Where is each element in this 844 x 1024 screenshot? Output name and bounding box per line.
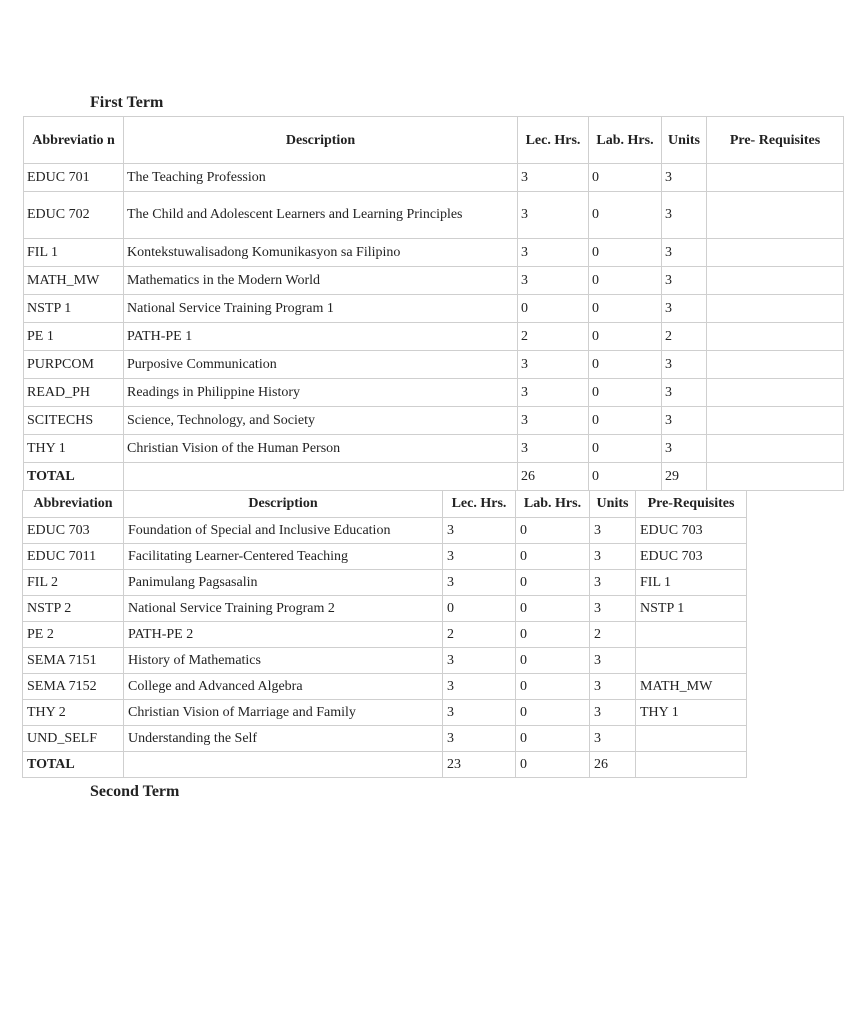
lab-hrs-cell: 0 [589,295,662,323]
units-cell: 3 [590,596,636,622]
header-lec-hrs: Lec. Hrs. [443,491,516,518]
table-row [23,544,747,570]
units-cell: 3 [662,379,707,407]
prerequisites-cell: THY 1 [636,700,747,726]
lec-hrs-cell: 3 [443,544,516,570]
lec-hrs-cell: 2 [443,622,516,648]
abbreviation-cell: NSTP 2 [23,596,124,622]
total-lab-hrs: 0 [589,463,662,491]
prerequisites-cell [636,752,747,778]
description-cell [124,752,443,778]
prerequisites-cell: EDUC 703 [636,544,747,570]
units-cell: 3 [662,267,707,295]
description-cell: PATH-PE 1 [124,323,518,351]
prerequisites-cell [707,267,844,295]
lec-hrs-cell: 3 [518,164,589,192]
total-row [24,463,844,491]
prerequisites-cell [707,192,844,239]
second-term-table-container [22,490,746,778]
header-prerequisites: Pre- Requisites [707,117,844,164]
lab-hrs-cell: 0 [516,622,590,648]
units-cell: 3 [662,351,707,379]
lab-hrs-cell: 0 [589,267,662,295]
description-cell: Understanding the Self [124,726,443,752]
prerequisites-cell [707,239,844,267]
first-term-table [23,116,844,491]
description-cell: Mathematics in the Modern World [124,267,518,295]
header-description: Description [124,117,518,164]
lab-hrs-cell: 0 [516,700,590,726]
table-row [24,407,844,435]
description-cell: Kontekstuwalisadong Komunikasyon sa Filipino [124,239,518,267]
total-row [23,752,747,778]
prerequisites-cell: MATH_MW [636,674,747,700]
description-cell: National Service Training Program 1 [124,295,518,323]
total-lec-hrs: 26 [518,463,589,491]
table-header-row [23,491,747,518]
lec-hrs-cell: 3 [518,435,589,463]
second-term-table [22,490,747,778]
description-cell [124,463,518,491]
units-cell: 3 [662,192,707,239]
units-cell: 3 [662,164,707,192]
description-cell: The Teaching Profession [124,164,518,192]
table-row [24,323,844,351]
total-lec-hrs: 23 [443,752,516,778]
lec-hrs-cell: 3 [518,351,589,379]
units-cell: 3 [590,544,636,570]
prerequisites-cell [707,379,844,407]
lec-hrs-cell: 0 [518,295,589,323]
lab-hrs-cell: 0 [589,435,662,463]
table-row [24,164,844,192]
units-cell: 3 [590,518,636,544]
lab-hrs-cell: 0 [589,239,662,267]
description-cell: Christian Vision of Marriage and Family [124,700,443,726]
lec-hrs-cell: 2 [518,323,589,351]
table-row [23,570,747,596]
first-term-table-container [23,116,821,490]
table-row [23,700,747,726]
prerequisites-cell [707,164,844,192]
header-abbreviation: Abbreviation [23,491,124,518]
description-cell: College and Advanced Algebra [124,674,443,700]
lec-hrs-cell: 3 [518,407,589,435]
header-lab-hrs: Lab. Hrs. [589,117,662,164]
units-cell: 3 [662,295,707,323]
lab-hrs-cell: 0 [516,674,590,700]
units-cell: 3 [590,726,636,752]
abbreviation-cell: EDUC 703 [23,518,124,544]
lec-hrs-cell: 3 [443,518,516,544]
lab-hrs-cell: 0 [589,192,662,239]
lec-hrs-cell: 3 [443,726,516,752]
table-row [23,518,747,544]
lab-hrs-cell: 0 [516,648,590,674]
table-row [24,435,844,463]
abbreviation-cell: FIL 1 [24,239,124,267]
units-cell: 3 [662,435,707,463]
lec-hrs-cell: 3 [518,192,589,239]
total-label: TOTAL [24,463,124,491]
units-cell: 2 [590,622,636,648]
description-cell: Science, Technology, and Society [124,407,518,435]
prerequisites-cell [636,726,747,752]
lec-hrs-cell: 3 [443,648,516,674]
second-term-title: Second Term [90,783,180,800]
units-cell: 3 [590,674,636,700]
lab-hrs-cell: 0 [589,379,662,407]
total-label: TOTAL [23,752,124,778]
lec-hrs-cell: 3 [518,267,589,295]
prerequisites-cell [707,435,844,463]
units-cell: 3 [590,570,636,596]
description-cell: History of Mathematics [124,648,443,674]
abbreviation-cell: SEMA 7151 [23,648,124,674]
prerequisites-cell [707,323,844,351]
total-units: 29 [662,463,707,491]
abbreviation-cell: PE 1 [24,323,124,351]
abbreviation-cell: THY 2 [23,700,124,726]
table-row [23,596,747,622]
description-cell: Panimulang Pagsasalin [124,570,443,596]
lab-hrs-cell: 0 [516,570,590,596]
lab-hrs-cell: 0 [516,544,590,570]
description-cell: The Child and Adolescent Learners and Learning Principles [124,192,518,239]
lec-hrs-cell: 3 [443,570,516,596]
prerequisites-cell [707,463,844,491]
prerequisites-cell [707,295,844,323]
table-row [23,726,747,752]
prerequisites-cell: EDUC 703 [636,518,747,544]
header-prerequisites: Pre-Requisites [636,491,747,518]
prerequisites-cell [636,622,747,648]
first-term-title: First Term [90,94,164,111]
prerequisites-cell [707,407,844,435]
lec-hrs-cell: 0 [443,596,516,622]
header-description: Description [124,491,443,518]
prerequisites-cell [707,351,844,379]
description-cell: Purposive Communication [124,351,518,379]
table-row [24,192,844,239]
units-cell: 2 [662,323,707,351]
lab-hrs-cell: 0 [516,726,590,752]
abbreviation-cell: PE 2 [23,622,124,648]
lab-hrs-cell: 0 [589,351,662,379]
abbreviation-cell: MATH_MW [24,267,124,295]
table-row [24,351,844,379]
table-row [24,379,844,407]
lec-hrs-cell: 3 [518,379,589,407]
description-cell: National Service Training Program 2 [124,596,443,622]
description-cell: Foundation of Special and Inclusive Education [124,518,443,544]
table-row [24,267,844,295]
abbreviation-cell: EDUC 7011 [23,544,124,570]
prerequisites-cell: FIL 1 [636,570,747,596]
table-row [24,239,844,267]
abbreviation-cell: NSTP 1 [24,295,124,323]
units-cell: 3 [590,648,636,674]
abbreviation-cell: SEMA 7152 [23,674,124,700]
abbreviation-cell: UND_SELF [23,726,124,752]
lab-hrs-cell: 0 [589,323,662,351]
abbreviation-cell: EDUC 701 [24,164,124,192]
header-lab-hrs: Lab. Hrs. [516,491,590,518]
table-row [23,622,747,648]
lab-hrs-cell: 0 [589,164,662,192]
prerequisites-cell: NSTP 1 [636,596,747,622]
total-lab-hrs: 0 [516,752,590,778]
abbreviation-cell: EDUC 702 [24,192,124,239]
lab-hrs-cell: 0 [516,518,590,544]
units-cell: 3 [662,239,707,267]
description-cell: PATH-PE 2 [124,622,443,648]
lec-hrs-cell: 3 [443,700,516,726]
lab-hrs-cell: 0 [589,407,662,435]
header-units: Units [590,491,636,518]
first-term-table-body [24,164,844,491]
description-cell: Facilitating Learner-Centered Teaching [124,544,443,570]
units-cell: 3 [662,407,707,435]
header-units: Units [662,117,707,164]
abbreviation-cell: FIL 2 [23,570,124,596]
header-abbreviation: Abbreviatio n [24,117,124,164]
table-header-row [24,117,844,164]
table-row [23,674,747,700]
units-cell: 3 [590,700,636,726]
second-term-table-body [23,518,747,778]
abbreviation-cell: SCITECHS [24,407,124,435]
table-row [24,295,844,323]
header-lec-hrs: Lec. Hrs. [518,117,589,164]
abbreviation-cell: PURPCOM [24,351,124,379]
description-cell: Christian Vision of the Human Person [124,435,518,463]
table-row [23,648,747,674]
description-cell: Readings in Philippine History [124,379,518,407]
lab-hrs-cell: 0 [516,596,590,622]
lec-hrs-cell: 3 [518,239,589,267]
abbreviation-cell: THY 1 [24,435,124,463]
total-units: 26 [590,752,636,778]
prerequisites-cell [636,648,747,674]
abbreviation-cell: READ_PH [24,379,124,407]
lec-hrs-cell: 3 [443,674,516,700]
